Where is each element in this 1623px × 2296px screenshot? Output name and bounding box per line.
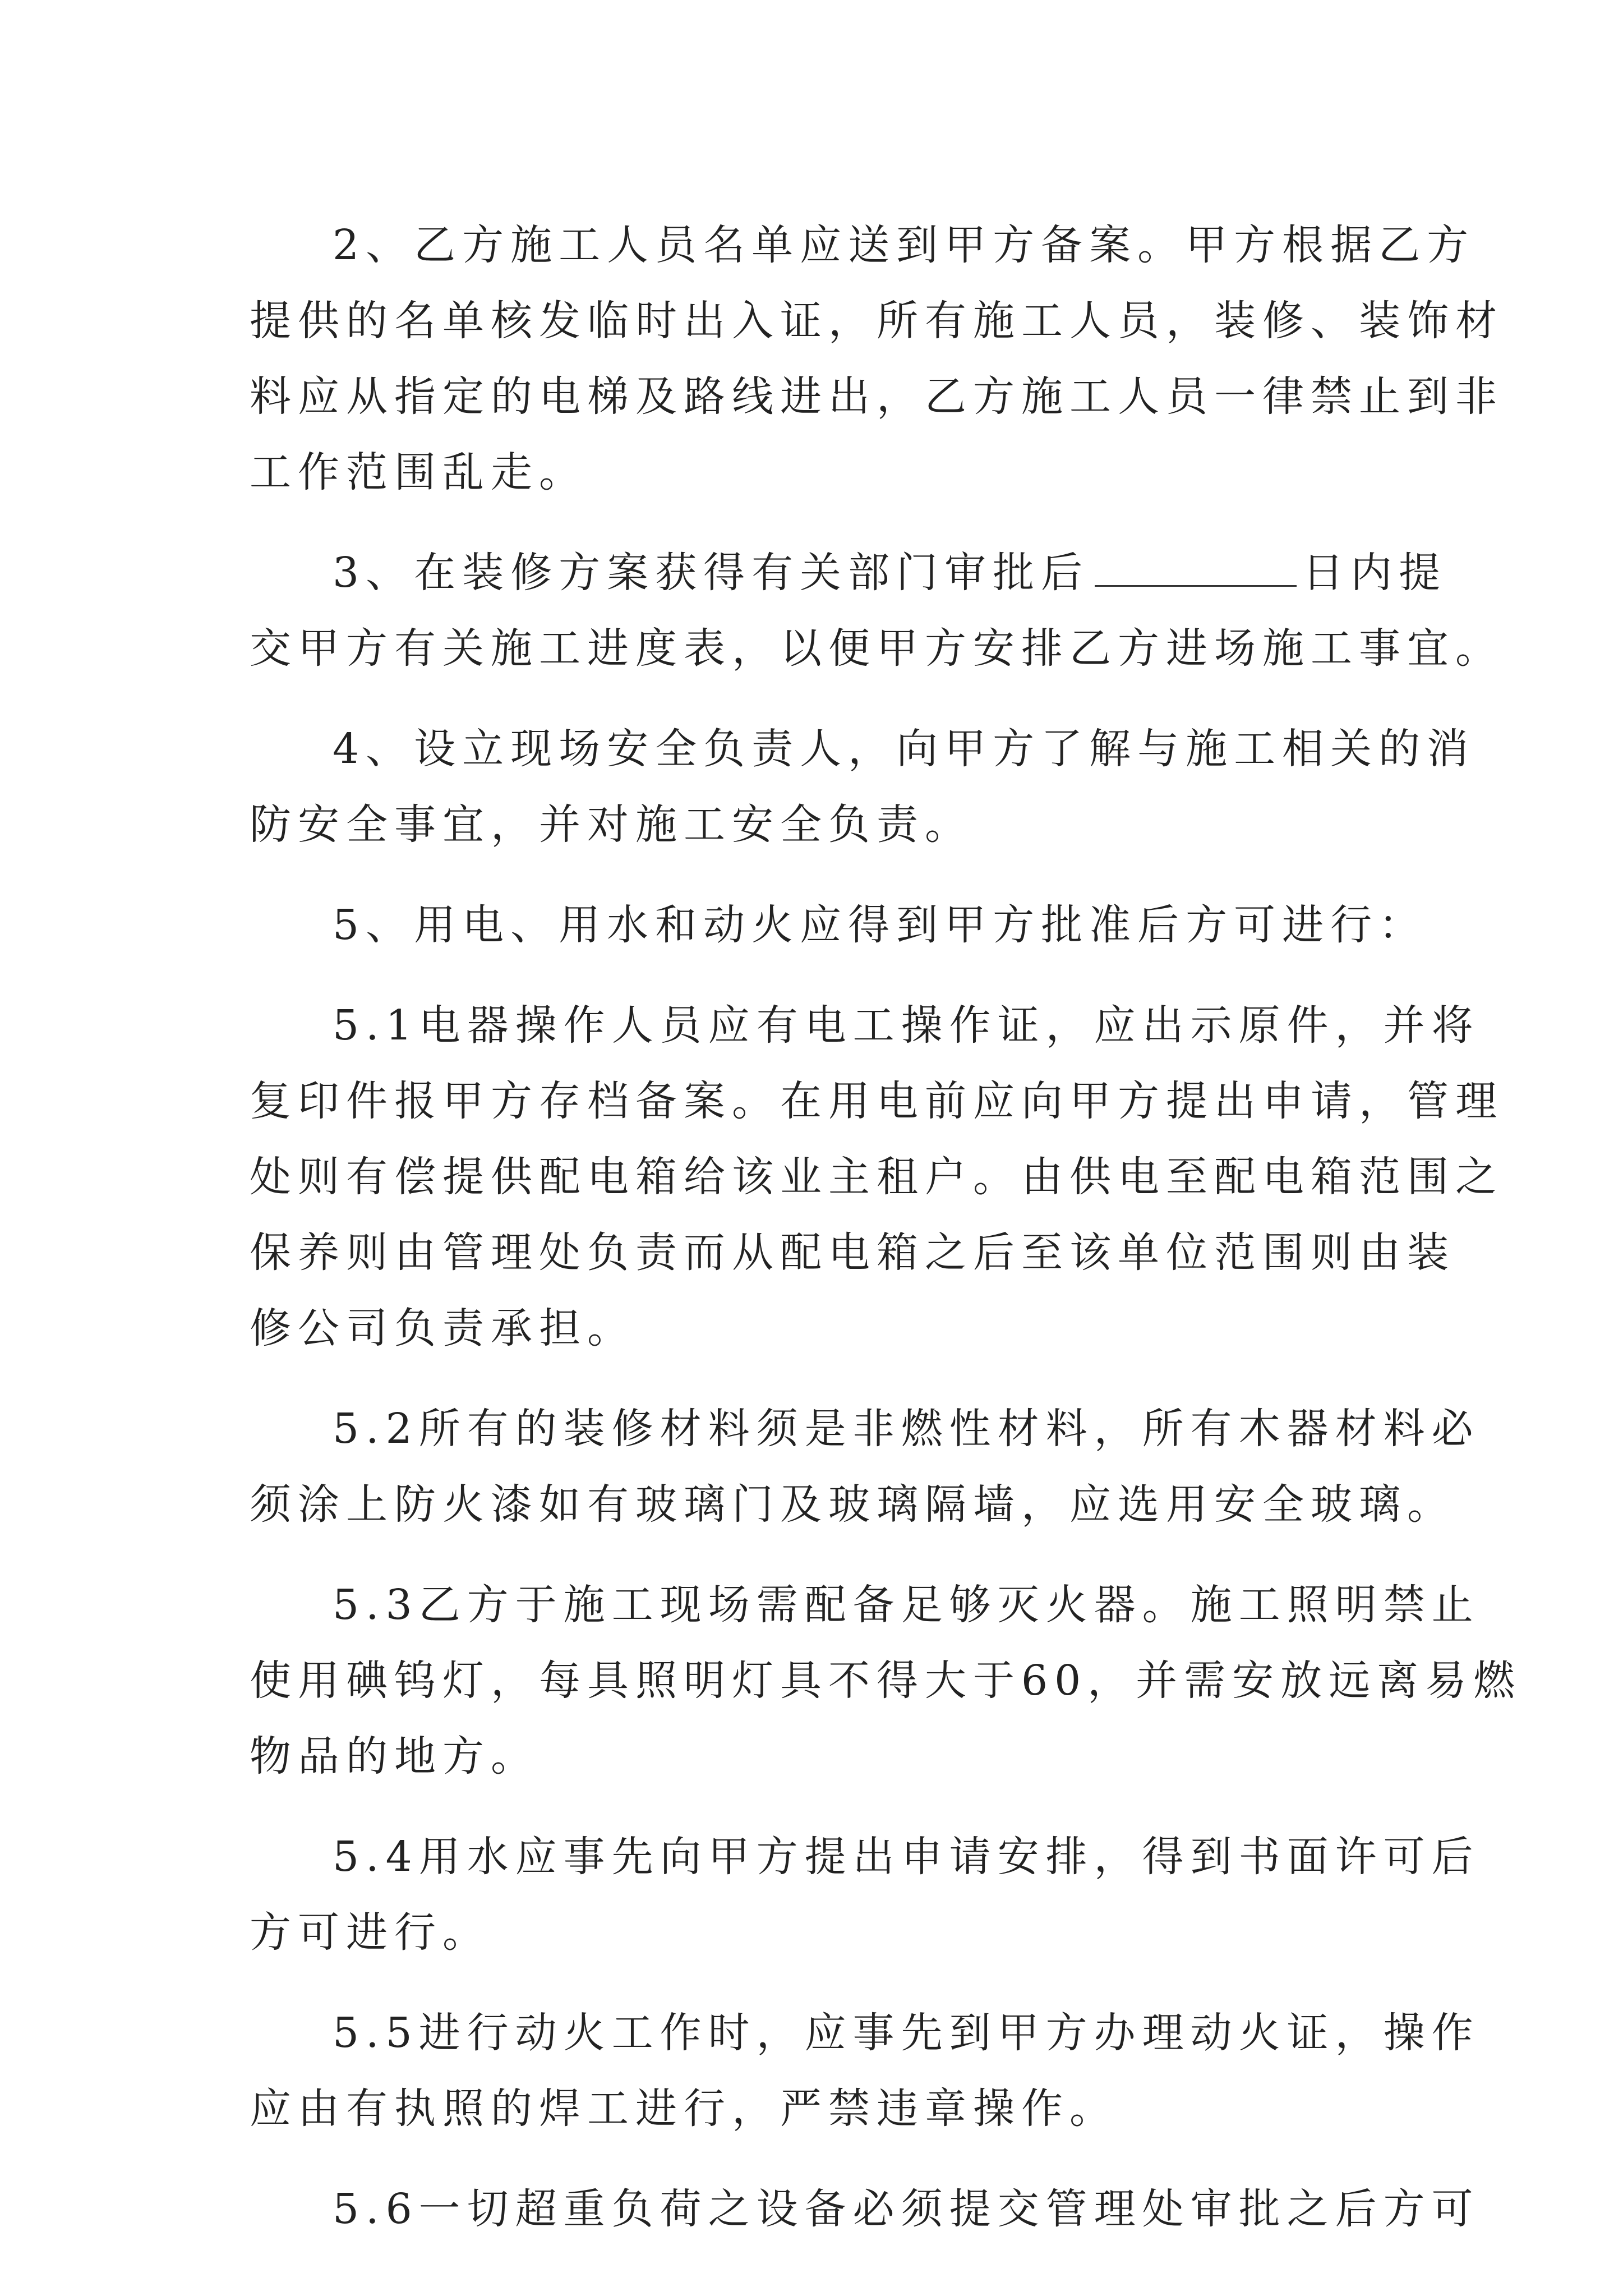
text-line: 防安全事宜，并对施工安全负责。 <box>250 800 973 849</box>
text-line: 料应从指定的电梯及路线进出，乙方施工人员一律禁止到非 <box>250 372 1504 421</box>
paragraph-3-schedule <box>250 535 1504 687</box>
document-body <box>250 208 1522 2272</box>
text-line: 应由有执照的焊工进行，严禁违章操作。 <box>250 2085 1118 2133</box>
text-line: 2、乙方施工人员名单应送到甲方备案。甲方根据乙方 <box>333 221 1476 269</box>
paragraph-4-safety-officer <box>250 711 1476 863</box>
text-segment: 3、在装修方案获得有关部门审批后 <box>333 549 1090 597</box>
paragraph-5-6-heavy-equipment <box>250 2171 1480 2247</box>
text-line: 工作范围乱走。 <box>250 448 587 496</box>
fill-in-blank <box>1095 550 1297 587</box>
text-line: 修公司负责承担。 <box>250 1304 635 1352</box>
text-line: 5、用电、用水和动火应得到甲方批准后方可进行： <box>333 901 1427 949</box>
paragraph-5-3-fire-extinguishers <box>250 1567 1522 1795</box>
text-line: 5.1电器操作人员应有电工操作证，应出示原件，并将 <box>333 1001 1480 1050</box>
paragraph-5-1-electrical <box>250 988 1504 1366</box>
text-segment: 日内提 <box>1302 549 1447 597</box>
paragraph-5-5-hot-work <box>250 1995 1480 2147</box>
text-line: 使用碘钨灯，每具照明灯具不得大于60，并需安放远离易燃 <box>250 1657 1522 1705</box>
text-line: 复印件报甲方存档备案。在用电前应向甲方提出申请，管理 <box>250 1077 1504 1125</box>
text-line: 提供的名单核发临时出入证，所有施工人员，装修、装饰材 <box>250 297 1504 345</box>
text-line: 5.5进行动火工作时，应事先到甲方办理动火证，操作 <box>333 2009 1480 2057</box>
text-line <box>250 535 1447 611</box>
paragraph-5-2-materials <box>250 1391 1480 1543</box>
text-line: 交甲方有关施工进度表，以便甲方安排乙方进场施工事宜。 <box>250 624 1504 673</box>
text-line: 4、设立现场安全负责人，向甲方了解与施工相关的消 <box>333 725 1476 773</box>
paragraph-5-approval <box>250 887 1427 963</box>
text-line: 须涂上防火漆如有玻璃门及玻璃隔墙，应选用安全玻璃。 <box>250 1480 1455 1529</box>
paragraph-2-personnel-list <box>250 208 1504 510</box>
text-line: 5.3乙方于施工现场需配备足够灭火器。施工照明禁止 <box>333 1581 1480 1629</box>
text-line: 物品的地方。 <box>250 1732 539 1780</box>
text-line: 保养则由管理处负责而从配电箱之后至该单位范围则由装 <box>250 1228 1455 1277</box>
text-line: 方可进行。 <box>250 1908 491 1957</box>
text-line: 5.6一切超重负荷之设备必须提交管理处审批之后方可 <box>333 2185 1480 2233</box>
paragraph-5-4-water-use <box>250 1819 1480 1971</box>
text-line: 5.2所有的装修材料须是非燃性材料，所有木器材料必 <box>333 1405 1480 1453</box>
text-line: 处则有偿提供配电箱给该业主租户。由供电至配电箱范围之 <box>250 1153 1504 1201</box>
text-line: 5.4用水应事先向甲方提出申请安排，得到书面许可后 <box>333 1833 1480 1881</box>
